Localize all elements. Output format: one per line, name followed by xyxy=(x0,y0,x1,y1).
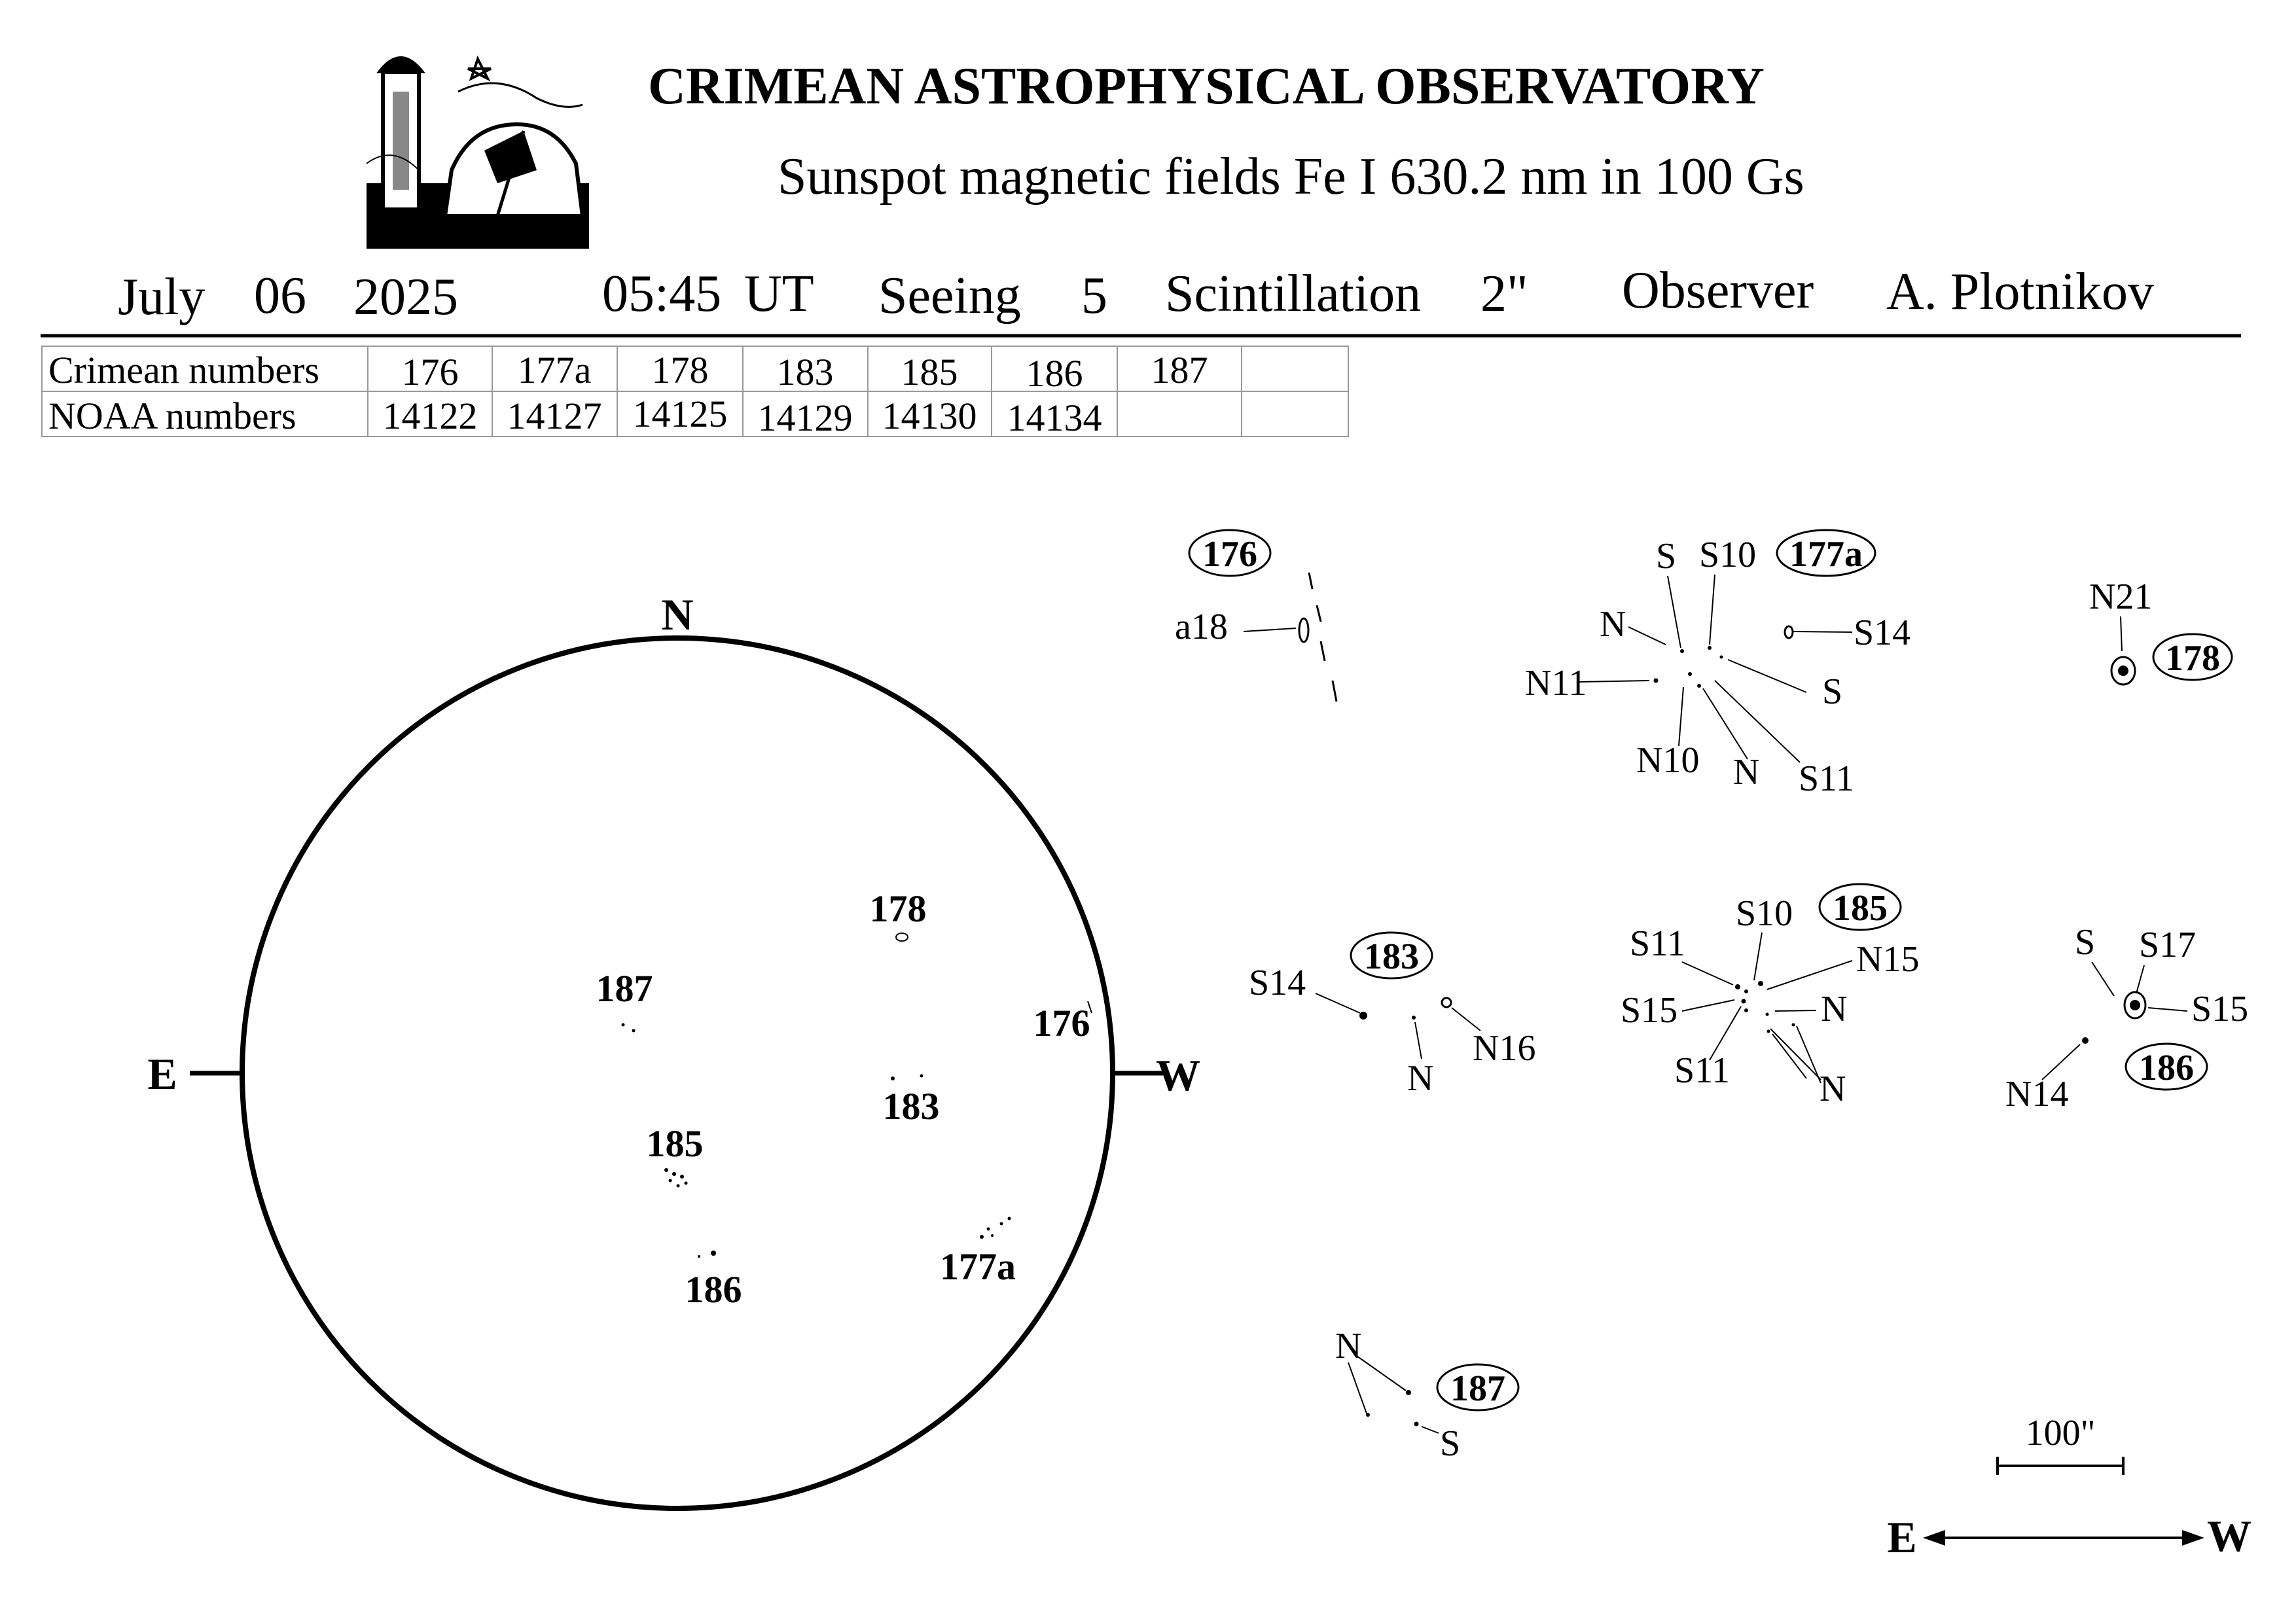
region-186 xyxy=(2005,922,2248,1114)
disk-label-178: 178 xyxy=(869,887,927,930)
disk-label-185: 185 xyxy=(646,1122,704,1165)
disk-spot-183 xyxy=(891,1076,895,1080)
region-176 xyxy=(1175,530,1336,702)
table-cell: 177a xyxy=(517,349,592,391)
disk-east-label: E xyxy=(147,1049,177,1099)
polarity-label: N11 xyxy=(1525,663,1587,703)
polarity-label: S17 xyxy=(2139,925,2197,965)
arrow-west-label: W xyxy=(2207,1511,2251,1561)
polarity-label: N xyxy=(1733,752,1760,792)
polarity-label: S14 xyxy=(1249,963,1306,1003)
region-number: 177a xyxy=(1789,534,1863,575)
polarity-label: S14 xyxy=(1854,613,1911,653)
obs-year: 2025 xyxy=(353,268,458,326)
polarity-label: S11 xyxy=(1630,923,1686,964)
obs-month: July xyxy=(118,268,206,326)
polarity-label: S11 xyxy=(1799,758,1855,799)
polarity-label: S15 xyxy=(1621,990,1678,1031)
region-number: 186 xyxy=(2139,1048,2194,1088)
observer-label: Observer xyxy=(1622,262,1814,319)
solar-disk xyxy=(190,638,1165,1508)
polarity-label: S xyxy=(2075,922,2096,963)
polarity-label: N xyxy=(1407,1058,1434,1099)
table-cell: 14134 xyxy=(1007,397,1102,439)
east-west-arrow xyxy=(1887,1511,2251,1562)
disk-spot-185 xyxy=(664,1168,688,1188)
obs-day: 06 xyxy=(254,267,306,325)
polarity-label: N21 xyxy=(2089,577,2153,617)
obs-time: 05:45 xyxy=(602,265,722,323)
table-cell: 178 xyxy=(651,349,709,391)
table-cell: 185 xyxy=(901,351,958,393)
region-number: 176 xyxy=(1202,534,1257,575)
polarity-label: S xyxy=(1656,536,1677,577)
region-187 xyxy=(1335,1326,1518,1464)
region-number: 178 xyxy=(2165,638,2220,679)
disk-spot-178 xyxy=(896,933,908,941)
region-183 xyxy=(1249,933,1535,1099)
observatory-logo xyxy=(367,56,589,249)
disk-label-187: 187 xyxy=(596,967,653,1010)
polarity-label: S11 xyxy=(1674,1050,1731,1091)
disk-spot-183 xyxy=(920,1075,924,1078)
obs-time-unit: UT xyxy=(744,265,814,323)
disk-label-177a: 177a xyxy=(940,1245,1016,1288)
disk-spot-186 xyxy=(711,1251,716,1256)
disk-west-label: W xyxy=(1156,1050,1200,1100)
table-cell: 14129 xyxy=(757,397,853,439)
scintillation-value: 2" xyxy=(1480,265,1528,323)
arrow-east-label: E xyxy=(1887,1512,1917,1562)
chart-subtitle: Sunspot magnetic fields Fe I 630.2 nm in 100 Gs xyxy=(778,148,1804,205)
disk-label-183: 183 xyxy=(882,1085,940,1128)
table-cell: 14130 xyxy=(882,395,977,437)
disk-label-186: 186 xyxy=(685,1268,742,1311)
scale-bar xyxy=(1998,1413,2123,1475)
region-185 xyxy=(1621,884,1919,1109)
polarity-label: N15 xyxy=(1856,939,1920,980)
polarity-label: N14 xyxy=(2005,1074,2069,1114)
polarity-label: a18 xyxy=(1175,607,1228,647)
region-number: 185 xyxy=(1833,888,1888,929)
polarity-label: N xyxy=(1821,989,1848,1029)
seeing-label: Seeing xyxy=(878,267,1021,325)
table-cell: 186 xyxy=(1026,352,1083,395)
polarity-label: N xyxy=(1335,1326,1362,1366)
table-row-label-crimean: Crimean numbers xyxy=(48,349,319,391)
polarity-label: N16 xyxy=(1473,1028,1536,1069)
disk-spot-187 xyxy=(622,1023,625,1027)
table-cell: 183 xyxy=(776,351,834,393)
region-178 xyxy=(2089,577,2232,684)
scintillation-label: Scintillation xyxy=(1165,265,1422,323)
polarity-label: S xyxy=(1822,671,1843,712)
disk-label-176: 176 xyxy=(1033,1002,1090,1044)
table-cell: 14127 xyxy=(507,395,602,437)
region-177a xyxy=(1525,530,1910,799)
polarity-label: N xyxy=(1600,604,1626,645)
disk-spot-186 xyxy=(698,1255,700,1258)
table-cell: 14125 xyxy=(632,393,728,435)
polarity-label: S15 xyxy=(2191,989,2249,1029)
polarity-label: S10 xyxy=(1699,535,1757,575)
polarity-label: N10 xyxy=(1636,740,1700,781)
polarity-label: S xyxy=(1440,1423,1461,1464)
disk-spot-187 xyxy=(632,1029,636,1033)
table-row-label-noaa: NOAA numbers xyxy=(48,395,296,437)
observer-name: A. Plotnikov xyxy=(1886,263,2154,321)
seeing-value: 5 xyxy=(1081,267,1107,325)
polarity-label: S10 xyxy=(1736,893,1793,934)
table-cell: 187 xyxy=(1151,349,1208,391)
region-number: 183 xyxy=(1364,936,1419,977)
disk-north-label: N xyxy=(661,590,694,639)
region-number: 187 xyxy=(1450,1368,1505,1409)
scale-length: 100" xyxy=(2025,1413,2096,1453)
table-crimean-row xyxy=(402,349,1208,395)
polarity-label: N xyxy=(1820,1069,1846,1109)
table-cell: 14122 xyxy=(382,395,478,437)
table-cell: 176 xyxy=(401,351,459,393)
observatory-title: CRIMEAN ASTROPHYSICAL OBSERVATORY xyxy=(648,58,1765,115)
disk-spot-177a xyxy=(980,1217,1011,1239)
